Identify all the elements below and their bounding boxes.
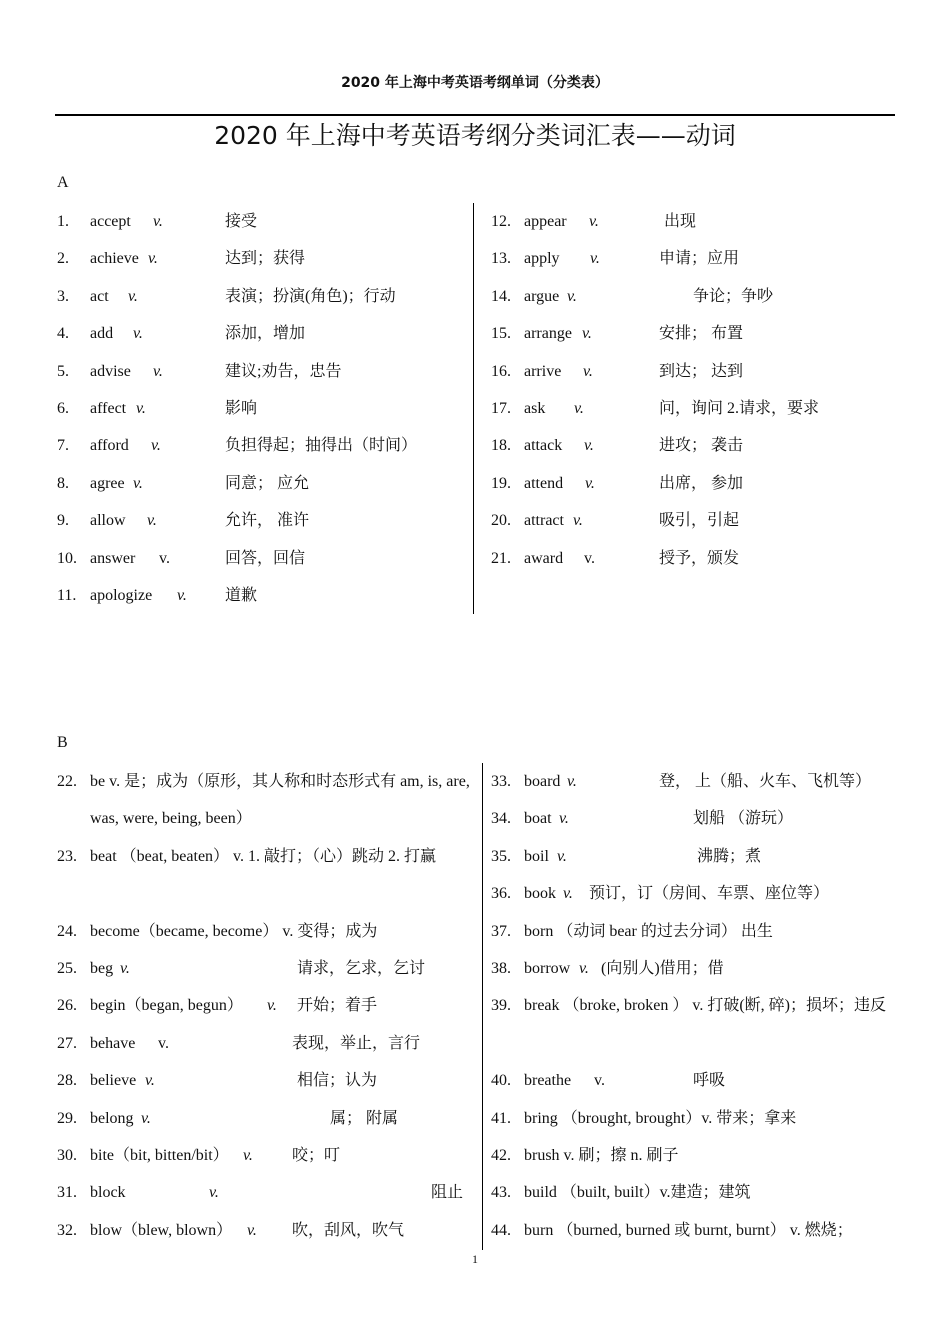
list-item: 19. attend v. 出席， 参加 — [491, 474, 744, 492]
page-title: 2020 年上海中考英语考纲分类词汇表——动词 — [214, 121, 736, 150]
list-item: 10. answer v. 回答，回信 — [57, 549, 306, 567]
list-item: 29. belong v. 属； 附属 — [57, 1109, 399, 1127]
column-divider-b — [482, 763, 483, 1250]
list-item: 35. boil v. 沸腾；煮 — [491, 847, 762, 865]
list-item: 39. break （broke, broken ） v. 打破(断, 碎)；损坏；违反 — [491, 997, 887, 1015]
list-item: 40. breathe v. 呼吸 — [491, 1072, 726, 1090]
list-item: 4. add v. 添加，增加 — [57, 325, 306, 343]
list-item: 1. accept v. 接受 — [57, 213, 258, 230]
list-item: 25. beg v. 请求，乞求，乞讨 — [57, 959, 426, 977]
list-item: 14. argue v. 争论；争吵 — [491, 287, 774, 305]
list-item: 32. blow（blew, blown） v. 吹，刮风，吹气 — [57, 1221, 405, 1239]
list-item: 43. build （built, built）v.建造；建筑 — [491, 1184, 751, 1202]
list-item: 33. board v. 登， 上（船、火车、飞机等） — [491, 773, 872, 790]
list-item: 21. award v. 授予，颁发 — [491, 549, 740, 567]
section-b-right-column — [491, 763, 896, 1249]
page-header: 2020 年上海中考英语考纲单词（分类表） — [341, 75, 609, 91]
list-item: 23. beat （beat, beaten） v. 1. 敲打；（心）跳动 2. 打赢 — [57, 847, 437, 865]
section-a-left-column — [57, 203, 467, 614]
list-item: 6. affect v. 影响 — [57, 399, 258, 417]
list-item: 27. behave v. 表现，举止，言行 — [57, 1034, 421, 1052]
list-item: 11. apologize v. 道歉 — [57, 586, 258, 604]
list-item: 24. become（became, become） v. 变得；成为 — [57, 922, 378, 940]
list-item: 41. bring （brought, brought）v. 带来；拿来 — [491, 1109, 797, 1127]
list-item: 22. be v. 是；成为（原形，其人称和时态形式有 am, is, are, was, were, being, been） — [57, 773, 470, 828]
section-a-right-column — [491, 203, 896, 577]
list-item: 36. book v. 预订，订（房间、车票、座位等） — [491, 885, 830, 903]
list-item: 37. born （动词 bear 的过去分词） 出生 — [491, 922, 773, 940]
list-item: 17. ask v. 问，询问 2.请求，要求 — [491, 399, 820, 417]
list-item: 42. brush v. 刷；擦 n. 刷子 — [491, 1146, 679, 1164]
list-item: 13. apply v. 申请；应用 — [491, 250, 740, 268]
list-item: 12. appear v. 出现 — [491, 213, 697, 230]
page-number: 1 — [472, 1252, 478, 1266]
list-item: 30. bite（bit, bitten/bit） v. 咬；叮 — [57, 1146, 341, 1164]
section-letter-b: B — [57, 734, 68, 751]
list-item: 34. boat v. 划船 （游玩） — [491, 810, 794, 828]
list-item: 5. advise v. 建议;劝告，忠告 — [57, 362, 342, 380]
list-item: 15. arrange v. 安排； 布置 — [491, 325, 744, 343]
list-item: 26. begin（began, begun） v. 开始；着手 — [57, 997, 378, 1015]
list-item: 44. burn （burned, burned 或 burnt, burnt） v. 燃烧； — [491, 1221, 853, 1239]
column-divider-a — [473, 203, 474, 614]
list-item: 3. act v. 表演；扮演(角色)；行动 — [57, 287, 396, 305]
list-item: 18. attack v. 进攻； 袭击 — [491, 437, 744, 455]
list-item: 9. allow v. 允许， 准许 — [57, 512, 310, 530]
section-letter-a: A — [57, 174, 69, 191]
list-item: 8. agree v. 同意； 应允 — [57, 474, 310, 492]
list-item: 2. achieve v. 达到；获得 — [57, 250, 306, 268]
list-item: 28. believe v. 相信；认为 — [57, 1072, 378, 1090]
list-item: 7. afford v. 负担得起；抽得出（时间） — [57, 437, 418, 455]
list-item: 38. borrow v. (向别人)借用；借 — [491, 959, 724, 977]
list-item: 20. attract v. 吸引，引起 — [491, 512, 740, 530]
list-item: 31. block v. 阻止 — [57, 1184, 464, 1202]
list-item: 16. arrive v. 到达； 达到 — [491, 362, 744, 380]
section-b-left-column — [57, 763, 475, 1249]
